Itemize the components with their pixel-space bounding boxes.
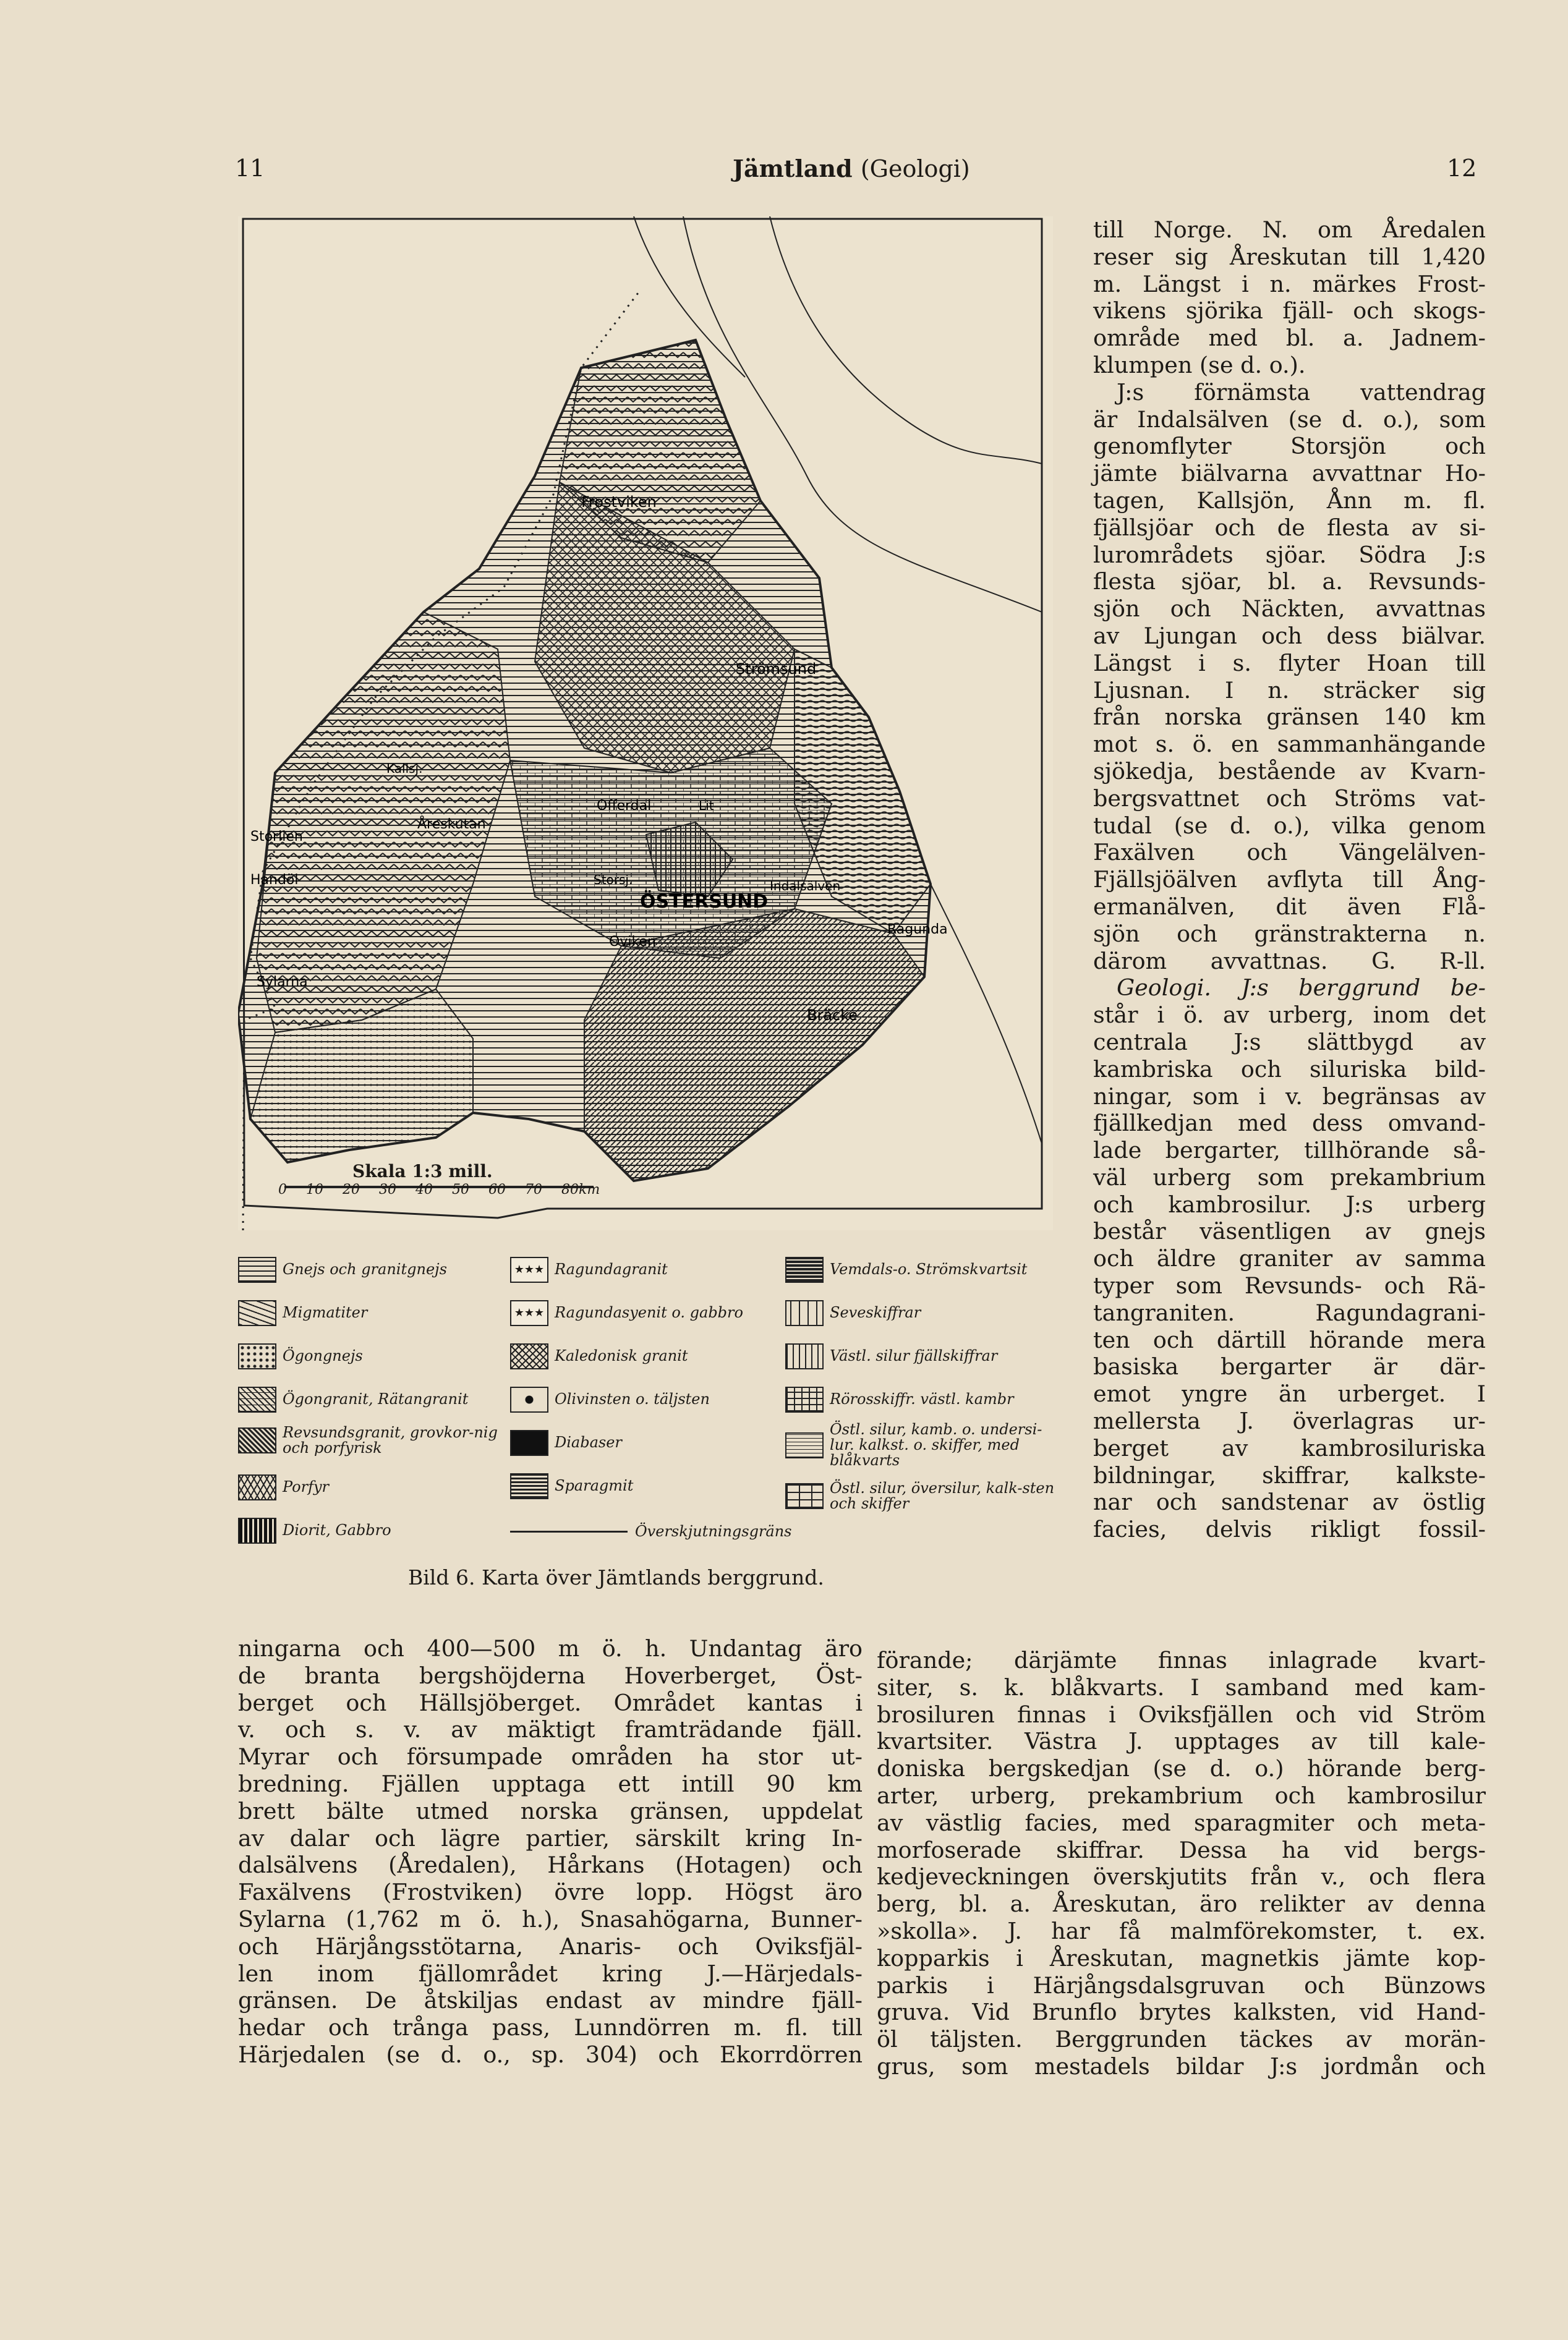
text-line: sjökedja, bestående av Kvarn-	[1093, 757, 1486, 785]
text-line: kedjeveckningen överskjutits från v., och flera	[877, 1863, 1486, 1891]
legend-swatch	[785, 1483, 824, 1509]
legend-item: Östl. silur, kamb. o. undersi-lur. kalkst. o. skiffer, med blåkvarts	[785, 1422, 1057, 1469]
text-line: len inom fjällområdet kring J.—Härjedals-	[238, 1960, 863, 1987]
legend-swatch	[785, 1387, 824, 1413]
legend-item: Västl. silur fjällskiffrar	[785, 1343, 997, 1369]
text-line: kopparkis i Åreskutan, magnetkis jämte kop-	[877, 1944, 1486, 1972]
text-line: öl täljsten. Berggrunden täckes av morän-	[877, 2026, 1486, 2053]
text-line: Sylarna (1,762 m ö. h.), Snasahögarna, Bunner-	[238, 1905, 863, 1933]
text-line: består väsentligen av gnejs	[1093, 1218, 1486, 1245]
legend-swatch: ★★★	[510, 1257, 548, 1283]
scale-tick: 40	[415, 1182, 433, 1198]
scale-tick: 70	[525, 1182, 542, 1198]
text-column-right-lower	[877, 1647, 1486, 2080]
legend-swatch	[785, 1300, 824, 1326]
legend-swatch	[785, 1343, 824, 1369]
text-line: berg, bl. a. Åreskutan, äro relikter av denna	[877, 1891, 1486, 1918]
text-line: grus, som mestadels bildar J:s jordmån och	[877, 2053, 1486, 2080]
scale-tick: 50	[452, 1182, 469, 1198]
text-column-left-lower	[238, 1635, 863, 2069]
text-line: Faxälven och Vängelälven-	[1093, 839, 1486, 866]
scale-tick: 30	[379, 1182, 396, 1198]
scale-tick: 60	[488, 1182, 506, 1198]
legend-swatch	[510, 1473, 548, 1499]
text-line: gränsen. De åtskiljas endast av mindre fjäll-	[238, 1987, 863, 2014]
text-line: sjön och Näckten, avvattnas	[1093, 595, 1486, 623]
text-line: och kambrosilur. J:s urberg	[1093, 1191, 1486, 1218]
legend-item: Migmatiter	[238, 1300, 367, 1326]
scale-tick: 80km	[561, 1182, 600, 1198]
text-line: »skolla». J. har få malmförekomster, t. ex.	[877, 1917, 1486, 1944]
text-line: Fjällsjöälven avflyta till Ång-	[1093, 866, 1486, 893]
legend-swatch	[238, 1474, 276, 1500]
text-line: Myrar och försumpade områden ha stor ut-	[238, 1743, 863, 1771]
text-line: Faxälvens (Frostviken) övre lopp. Högst äro	[238, 1879, 863, 1906]
map-label: Sylarna	[257, 974, 308, 990]
legend-swatch	[238, 1387, 276, 1413]
legend-item-overthrust: Överskjutningsgräns	[510, 1524, 792, 1539]
text-line: brett bälte utmed norska gränsen, uppdelat	[238, 1797, 863, 1824]
map-label: Storlien	[250, 829, 303, 845]
legend-swatch	[785, 1257, 824, 1283]
text-line: kambriska och siluriska bild-	[1093, 1055, 1486, 1083]
text-line: berget och Hällsjöberget. Området kantas i	[238, 1689, 863, 1716]
text-line: ningarna och 400—500 m ö. h. Undantag äro	[238, 1635, 863, 1662]
figure-caption: Bild 6. Karta över Jämtlands berggrund.	[408, 1565, 824, 1589]
text-line: centrala J:s slättbygd av	[1093, 1028, 1486, 1055]
text-line: flesta sjöar, bl. a. Revsunds-	[1093, 568, 1486, 595]
scale-tick: 20	[343, 1182, 360, 1198]
text-line: nar och sandstenar av östlig	[1093, 1489, 1486, 1516]
legend-swatch	[785, 1432, 824, 1458]
map-legend	[238, 1246, 1060, 1542]
text-line: ermanälven, dit även Flå-	[1093, 893, 1486, 920]
legend-item: Vemdals-o. Strömskvartsit	[785, 1257, 1027, 1283]
legend-swatch	[238, 1300, 276, 1326]
text-line: v. och s. v. av mäktigt framträdande fjäll.	[238, 1716, 863, 1743]
text-line: tagen, Kallsjön, Ånn m. fl.	[1093, 487, 1486, 514]
geology-map	[238, 216, 1053, 1230]
legend-swatch	[510, 1387, 548, 1413]
text-line: av Ljungan och dess biälvar.	[1093, 622, 1486, 649]
text-line: emot yngre än urberget. I	[1093, 1381, 1486, 1408]
map-label: Kallsj.	[386, 761, 423, 776]
legend-swatch	[510, 1430, 548, 1456]
text-line: ningar, som i v. begränsas av	[1093, 1083, 1486, 1110]
scale-tick: 0	[278, 1182, 287, 1198]
text-line: vikens sjörika fjäll- och skogs-	[1093, 297, 1486, 325]
text-line: de branta bergshöjderna Hoverberget, Öst-	[238, 1662, 863, 1689]
legend-item: Sparagmit	[510, 1473, 633, 1499]
text-line: bergsvattnet och Ströms vat-	[1093, 785, 1486, 812]
legend-item: Seveskiffrar	[785, 1300, 921, 1326]
text-line: lurområdets sjöar. Södra J:s	[1093, 541, 1486, 568]
map-label: Ragunda	[887, 922, 948, 937]
text-line: arter, urberg, prekambrium och kambrosilur	[877, 1782, 1486, 1809]
text-line: morfoserade skiffrar. Dessa ha vid bergs-	[877, 1836, 1486, 1863]
text-line: mot s. ö. en sammanhängande	[1093, 731, 1486, 758]
scale-label: Skala 1:3 mill.	[352, 1161, 493, 1181]
map-label: Storsj.	[594, 872, 633, 887]
map-label: Oviken	[609, 934, 656, 950]
legend-item: Olivinsten o. täljsten	[510, 1387, 710, 1413]
title-main: Jämtland	[733, 155, 853, 182]
map-label: Handöl	[250, 872, 299, 888]
legend-item: Gnejs och granitgnejs	[238, 1257, 447, 1283]
legend-item: Rörosskiffr. västl. kambr	[785, 1387, 1014, 1413]
text-line: står i ö. av urberg, inom det	[1093, 1002, 1486, 1029]
text-line: Härjedalen (se d. o., sp. 304) och Ekorrdörren	[238, 2041, 863, 2068]
text-line: reser sig Åreskutan till 1,420	[1093, 243, 1486, 270]
legend-item: Östl. silur, översilur, kalk-sten och skiffer	[785, 1481, 1057, 1512]
legend-swatch	[510, 1343, 548, 1369]
legend-swatch	[238, 1427, 276, 1453]
scale-tick: 10	[306, 1182, 323, 1198]
page-number-left: 11	[235, 155, 265, 182]
legend-item: Diabaser	[510, 1430, 622, 1456]
map-label: Indalsälven	[770, 879, 841, 893]
text-line: typer som Revsunds- och Rä-	[1093, 1272, 1486, 1300]
legend-swatch: ★★★	[510, 1300, 548, 1326]
legend-swatch	[238, 1257, 276, 1283]
text-line: från norska gränsen 140 km	[1093, 704, 1486, 731]
text-line: berget av kambrosiluriska	[1093, 1434, 1486, 1461]
legend-item: ★★★ Ragundasyenit o. gabbro	[510, 1300, 743, 1326]
title-sub: (Geologi)	[860, 155, 970, 182]
text-line: Geologi. J:s berggrund be-	[1117, 974, 1486, 1002]
text-line: lade bergarter, tillhörande så-	[1093, 1137, 1486, 1164]
text-line: bredning. Fjällen upptaga ett intill 90 km	[238, 1770, 863, 1797]
text-line: sjön och gränstrakterna n.	[1093, 920, 1486, 947]
page-number-right: 12	[1447, 155, 1477, 182]
legend-item: Ögongranit, Rätangranit	[238, 1387, 468, 1413]
map-label: Offerdal	[597, 798, 652, 814]
legend-item: Kaledonisk granit	[510, 1343, 688, 1369]
text-line: Ljusnan. I n. sträcker sig	[1093, 676, 1486, 704]
legend-item: Porfyr	[238, 1474, 329, 1500]
text-line: Längst i s. flyter Hoan till	[1093, 649, 1486, 676]
page-title	[733, 155, 970, 182]
map-label: Frostviken	[581, 493, 657, 511]
legend-swatch	[238, 1518, 276, 1544]
text-line: tangraniten. Ragundagrani-	[1093, 1299, 1486, 1326]
text-line: klumpen (se d. o.).	[1093, 351, 1306, 378]
text-line: siter, s. k. blåkvarts. I samband med kam-	[877, 1674, 1486, 1701]
legend-item: Revsundsgranit, grovkor-nig och porfyrisk	[238, 1425, 498, 1456]
text-line: ten och därtill hörande mera	[1093, 1326, 1486, 1353]
text-line: och Härjångsstötarna, Anaris- och Oviksfjäl-	[238, 1933, 863, 1960]
text-line: är Indalsälven (se d. o.), som	[1093, 406, 1486, 433]
text-line: dalsälvens (Åredalen), Hårkans (Hotagen) och	[238, 1852, 863, 1879]
text-line: förande; därjämte finnas inlagrade kvart-	[877, 1647, 1486, 1674]
text-line: m. Längst i n. märkes Frost-	[1093, 270, 1486, 297]
text-line: doniska bergskedjan (se d. o.) hörande berg-	[877, 1755, 1486, 1782]
text-line: tudal (se d. o.), vilka genom	[1093, 812, 1486, 839]
text-line: J:s förnämsta vattendrag	[1117, 378, 1486, 406]
text-line: till Norge. N. om Åredalen	[1093, 216, 1486, 243]
text-line: mellersta J. överlagras ur-	[1093, 1408, 1486, 1435]
text-line: genomflyter Storsjön och	[1093, 433, 1486, 460]
legend-swatch	[238, 1343, 276, 1369]
text-line: därom avvattnas. G. R-ll.	[1093, 947, 1486, 974]
text-line: område med bl. a. Jadnem-	[1093, 325, 1486, 352]
map-label: Åreskutan	[417, 817, 486, 832]
legend-item: Diorit, Gabbro	[238, 1518, 391, 1544]
legend-item: ★★★ Ragundagranit	[510, 1257, 668, 1283]
map-label: ÖSTERSUND	[640, 891, 769, 913]
text-line: fjällsjöar och de flesta av si-	[1093, 514, 1486, 541]
text-line: gruva. Vid Brunflo brytes kalksten, vid Hand-	[877, 1999, 1486, 2026]
text-line: brosiluren finnas i Oviksfjällen och vid Ström	[877, 1701, 1486, 1728]
text-line: hedar och trånga pass, Lunndörren m. fl. till	[238, 2014, 863, 2041]
overthrust-line	[510, 1531, 628, 1533]
legend-item: Ögongnejs	[238, 1343, 363, 1369]
text-column-right-upper	[1093, 216, 1486, 1543]
text-line: av västlig facies, med sparagmiter och meta-	[877, 1809, 1486, 1836]
text-line: av dalar och lägre partier, särskilt kring In-	[238, 1824, 863, 1852]
scale-ticks	[278, 1182, 600, 1198]
text-line: och äldre graniter av samma	[1093, 1245, 1486, 1272]
text-line: fjällkedjan med dess omvand-	[1093, 1110, 1486, 1137]
text-line: kvartsiter. Västra J. upptages av till kale-	[877, 1728, 1486, 1755]
text-line: väl urberg som prekambrium	[1093, 1164, 1486, 1191]
map-label: Bräcke	[807, 1006, 858, 1024]
map-label: Strömsund	[736, 660, 817, 678]
text-line: jämte biälvarna avvattnar Ho-	[1093, 460, 1486, 487]
text-line: basiska bergarter är där-	[1093, 1353, 1486, 1381]
map-label: Lit	[699, 798, 714, 813]
text-line: bildningar, skiffrar, kalkste-	[1093, 1461, 1486, 1489]
text-line: facies, delvis rikligt fossil-	[1093, 1516, 1486, 1543]
text-line: parkis i Härjångsdalsgruvan och Bünzows	[877, 1972, 1486, 1999]
